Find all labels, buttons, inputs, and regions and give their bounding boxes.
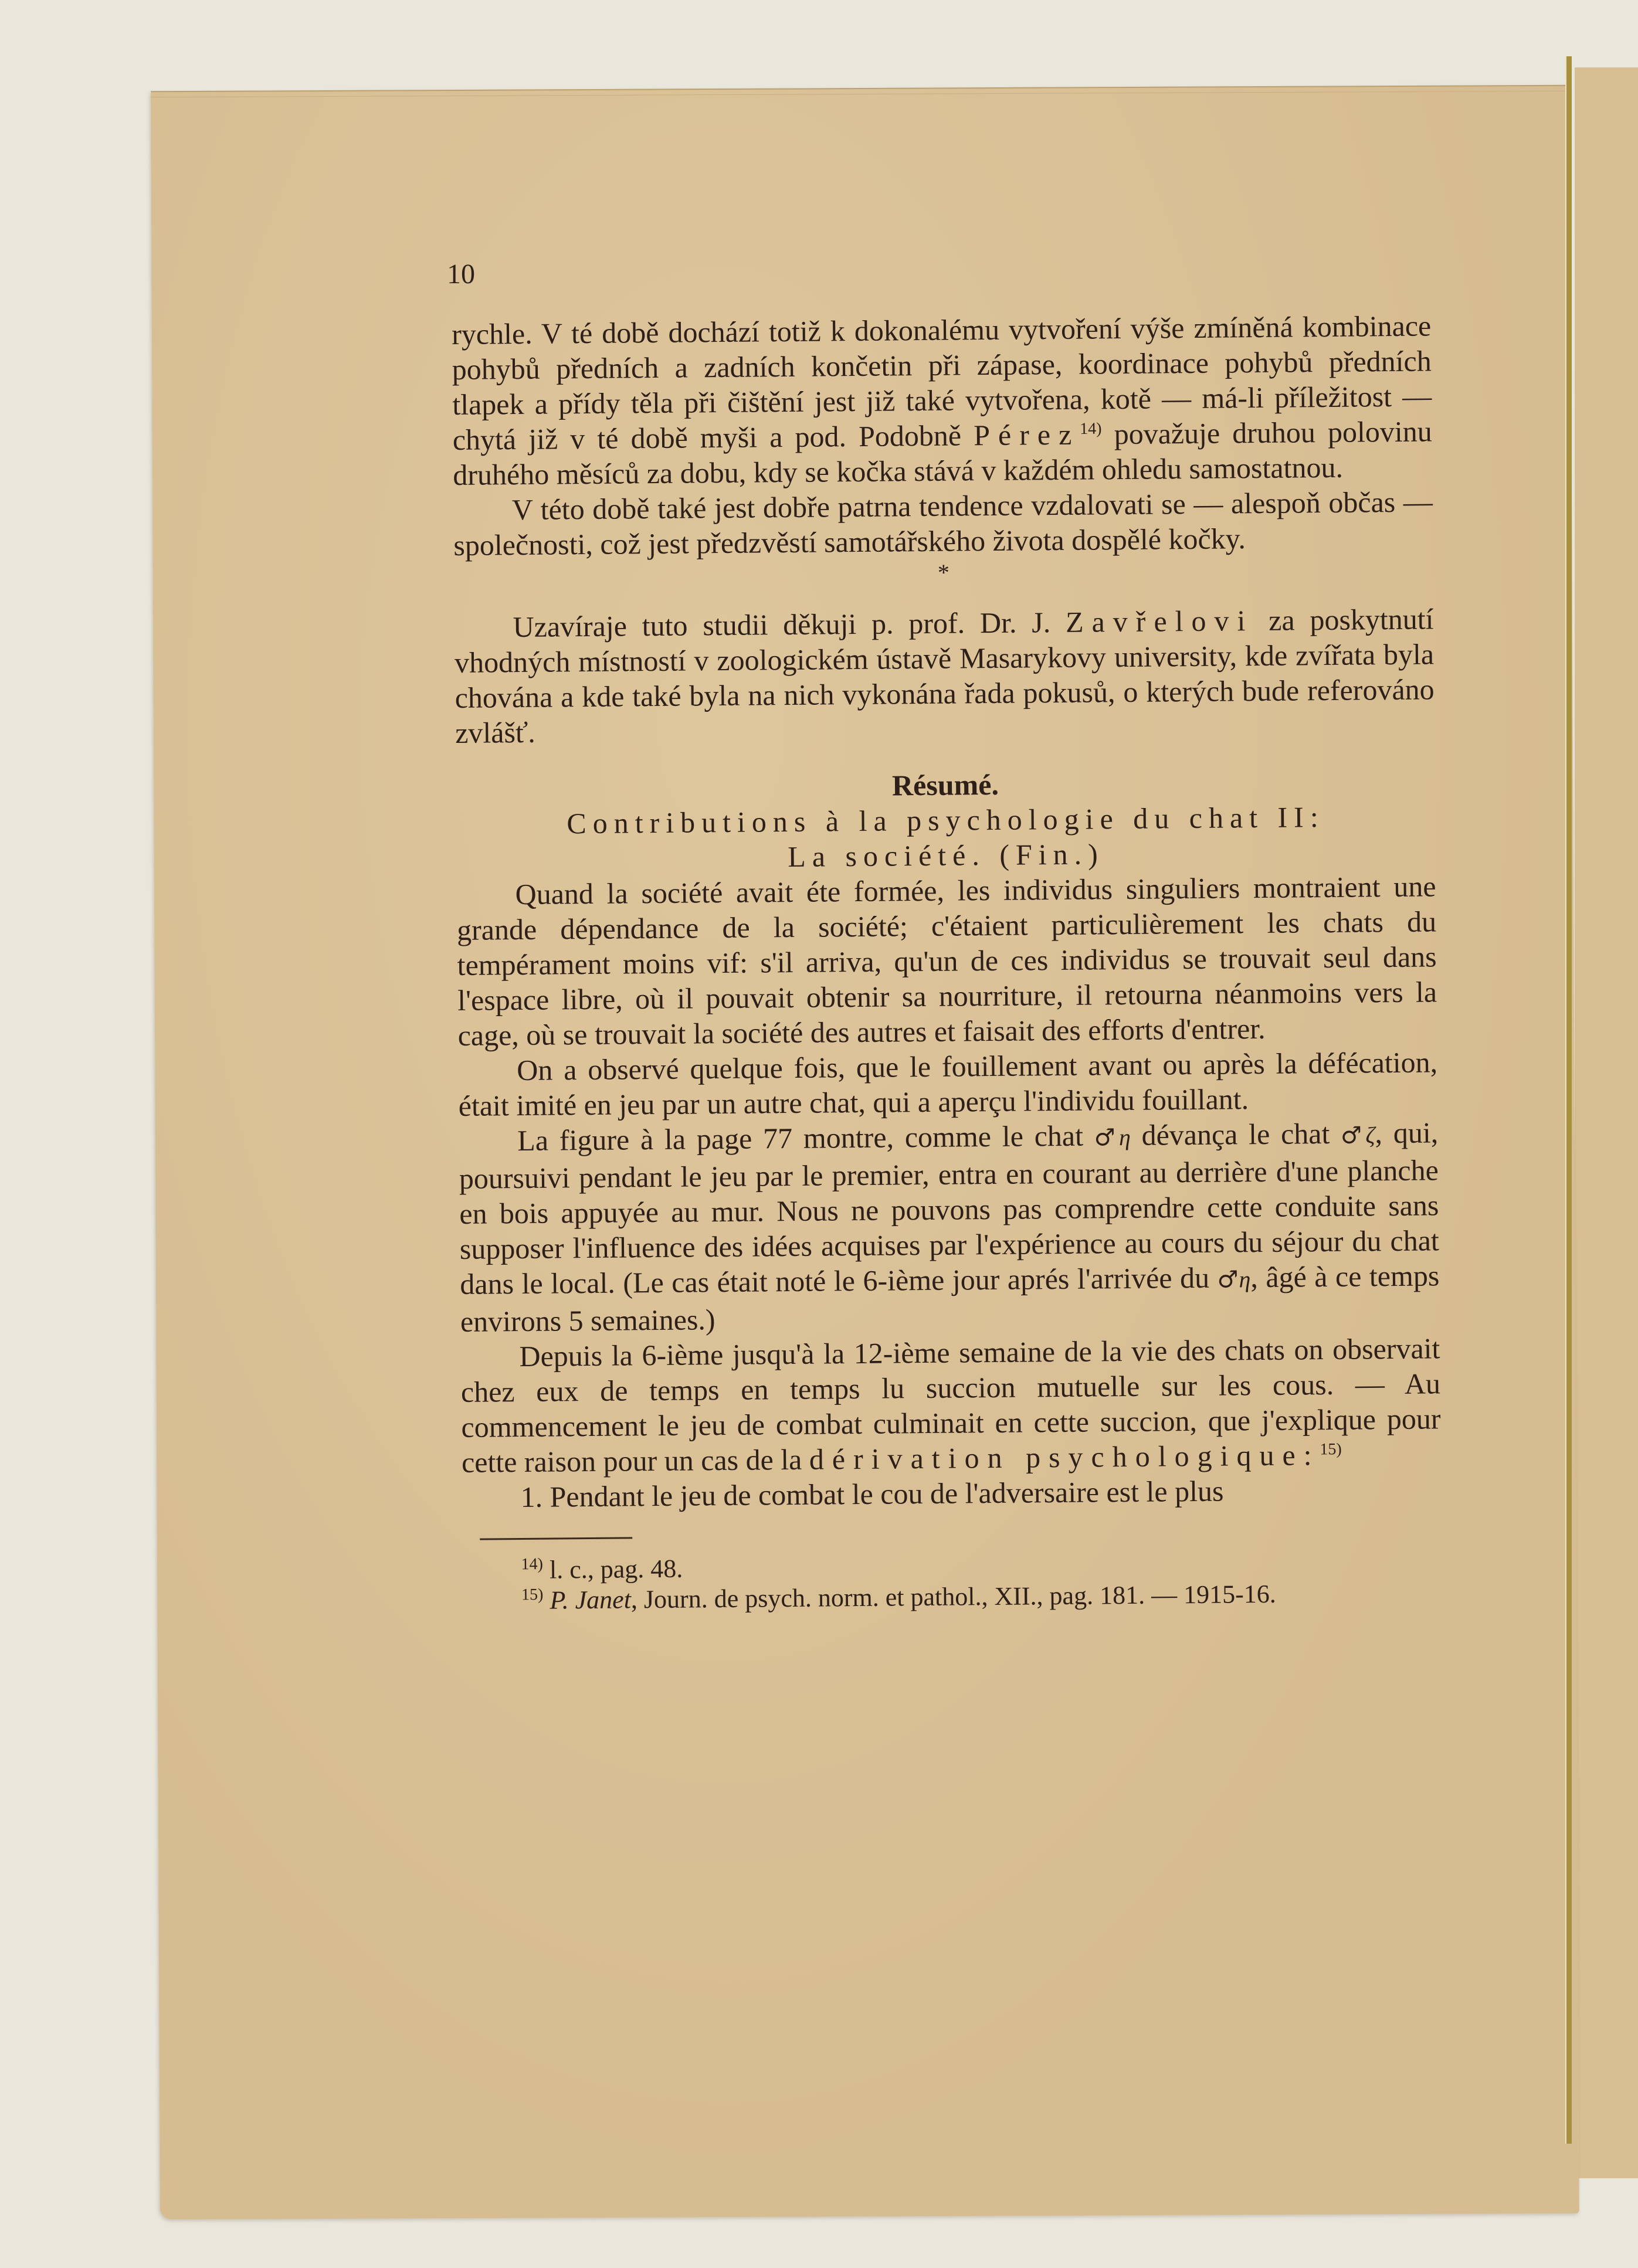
cat-label: ζ bbox=[1365, 1122, 1375, 1149]
resume-paragraph-1: Quand la société avait éte formée, les individus singuliers montraient une grande dépendance de la société; c'étaient particulièrement les chats du tempérament moins vif: s'il arriva, qu'un de ces individus se trouvait seul dans l'espace libre, où il pouvait obtenir sa nourriture, il retourna néanmoins vers la cage, où se trouvait la société des autres et faisait des efforts d'entrer. bbox=[456, 870, 1437, 1052]
resume-paragraph-figure bbox=[459, 1115, 1440, 1339]
czech-paragraph-2: V této době také jest dobře patrna tendence vzdalovati se — alespoň občas — společnosti, což jest předzvěstí samotářského života dospělé kočky. bbox=[453, 485, 1433, 562]
footnote-ref-15[interactable]: 15) bbox=[1320, 1440, 1342, 1459]
czech-paragraph-1 bbox=[452, 308, 1433, 493]
paragraph-text: považuje druhou polovinu druhého měsíců za dobu, kdy se kočka stává v každém ohledu samostatnou. bbox=[453, 415, 1433, 491]
footnote-author: P. Janet bbox=[550, 1585, 632, 1615]
acknowledgement-paragraph bbox=[454, 601, 1434, 751]
name-zavrel: Zavřelovi bbox=[1065, 604, 1254, 639]
paragraph-text: , qui, poursuivi pendant le jeu par le premier, entra en courant au derrière d'une planche en bois appuyée au mur. Nous ne pouvons pas comprendre cette conduite sans supposer l'influence des idées acquises par l'expérience au cours du séjour du chat dans le local. (Le cas était noté le 6-ième jour aprés l'arrivée du bbox=[459, 1116, 1440, 1301]
footnote-text: l. c., pag. 48. bbox=[542, 1554, 683, 1584]
footnote-text: , Journ. de psych. norm. et pathol., XII., pag. 181. — 1915-16. bbox=[630, 1579, 1276, 1614]
page-number: 10 bbox=[447, 259, 475, 290]
resume-subtitle-2: La société. (Fin.) bbox=[788, 837, 1105, 874]
paragraph-text: La figure à la page 77 montre, comme le chat bbox=[517, 1119, 1095, 1157]
cat-label: η bbox=[1118, 1123, 1131, 1151]
book-gutter bbox=[1565, 56, 1572, 2144]
paragraph-text: dévança le chat bbox=[1130, 1116, 1341, 1152]
paragraph-text: rychle. V té době dochází totiž k dokonalému vytvoření výše zmíněná kombinace pohybů předních a zadních končetin při zápase, koordinace pohybů předních tlapek a přídy těla při čištění jest již také vytvořena, kotě — má-li příležitost — chytá již v té době myši a pod. Podobně bbox=[452, 309, 1432, 456]
footnote-rule bbox=[480, 1537, 632, 1540]
footnote-mark: 15) bbox=[521, 1585, 544, 1604]
male-symbol-icon: ♂ bbox=[1094, 1124, 1120, 1152]
paragraph-text: , âgé à ce temps environs 5 semaines.) bbox=[460, 1259, 1440, 1338]
resume-heading: Résumé. bbox=[891, 768, 999, 802]
emphasized-term: dérivation psychologique: bbox=[809, 1438, 1320, 1476]
resume-paragraph-last-line: 1. Pendant le jeu de combat le cou de l'adversaire est le plus bbox=[520, 1474, 1224, 1514]
footnote-mark: 14) bbox=[521, 1555, 544, 1574]
resume-paragraph-2: On a observé quelque fois, que le fouillement avant ou après la défécation, était imité en jeu par un autre chat, qui a aperçu l'individu fouillant. bbox=[458, 1045, 1438, 1122]
cat-label: η bbox=[1239, 1266, 1251, 1293]
page-text bbox=[452, 308, 1442, 1616]
paragraph-text: Depuis la 6-ième jusqu'à la 12-ième semaine de la vie des chats on observait chez eux de temps en temps lu succion mutuelle sur les cous. — Au commencement le jeu de combat culminait en cette succion, que j'explique pour cette raison pour un cas de la bbox=[460, 1332, 1441, 1479]
resume-paragraph-succion bbox=[460, 1330, 1441, 1480]
paragraph-text: Uzavíraje tuto studii děkuji p. prof. Dr. J. bbox=[513, 605, 1066, 644]
footnote-ref-14[interactable]: 14) bbox=[1080, 419, 1102, 439]
page-top-edge bbox=[151, 85, 1570, 98]
section-separator: * bbox=[937, 559, 950, 586]
author-perez: Pérez bbox=[973, 417, 1080, 452]
male-symbol-icon: ♂ bbox=[1217, 1266, 1239, 1293]
resume-subtitle: Contributions à la psychologie du chat II: bbox=[567, 800, 1325, 840]
footnotes bbox=[462, 1547, 1442, 1617]
male-symbol-icon: ♂ bbox=[1340, 1122, 1366, 1149]
next-page-edge bbox=[1575, 67, 1638, 2178]
paragraph-text: za poskytnutí vhodných místností v zoologickém ústavě Masarykovy university, kde zvířata byla chována a kde také byla na nich vykonána řada pokusů, o kterých bude referováno zvlášť. bbox=[454, 602, 1434, 749]
